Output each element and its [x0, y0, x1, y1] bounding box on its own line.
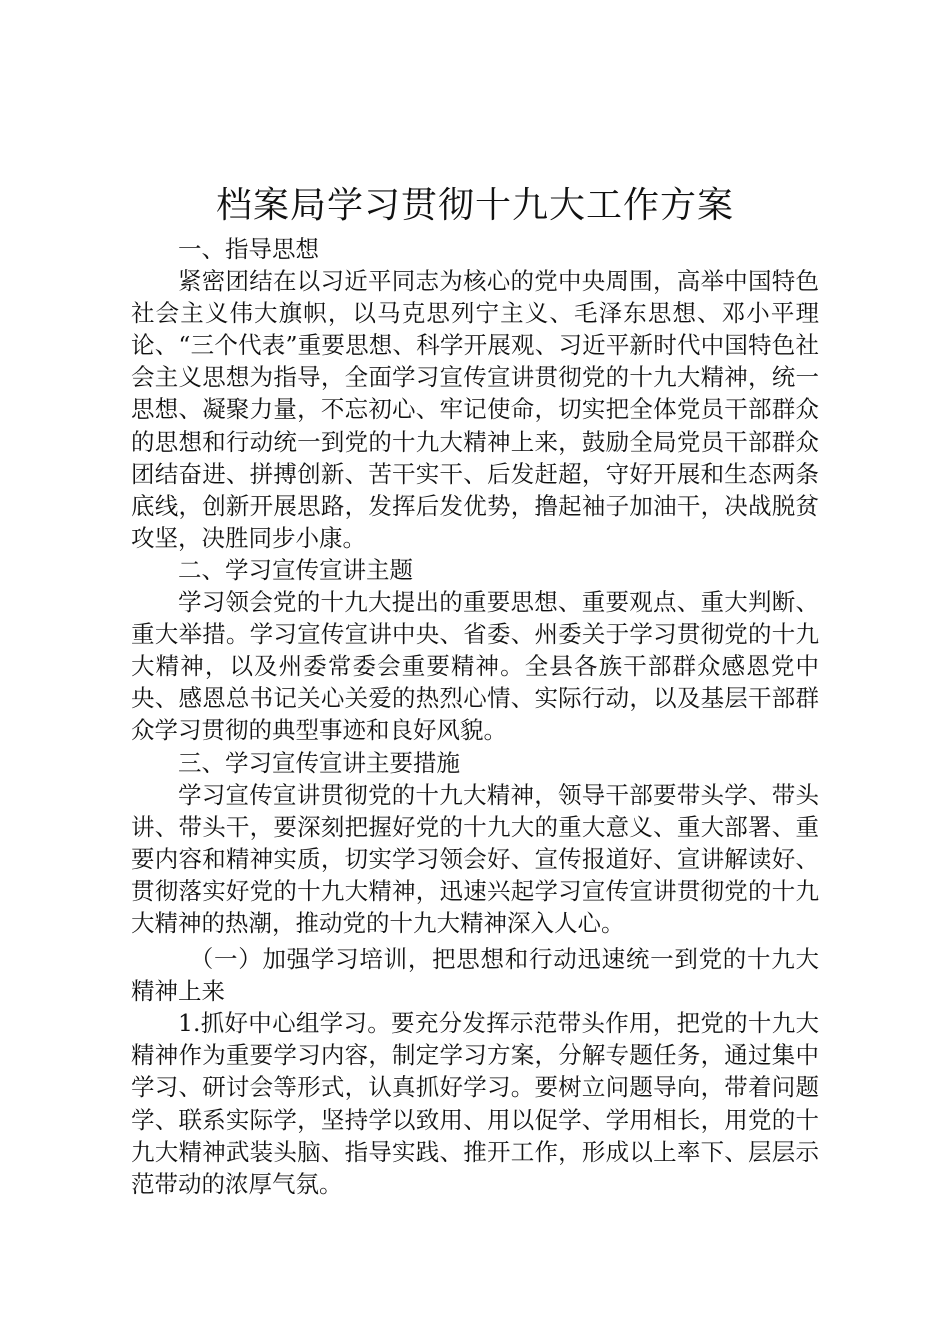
section-1-heading: 一、指导思想	[178, 235, 319, 263]
section-1-paragraph: 紧密团结在以习近平同志为核心的党中央周围，高举中国特色社会主义伟大旗帜，以马克思列宁主义、毛泽东思想、邓小平理论、“三个代表”重要思想、科学开展观、习近平新时代中国特色社会主义思想为指导，全面学习宣传宣讲贯彻党的十九大精神，统一思想、凝聚力量，不忘初心、牢记使命，切实把全体党员干部群众的思想和行动统一到党的十九大精神上来，鼓励全局党员干部群众团结奋进、拼搏创新、苦干实干、后发赶超，守好开展和生态两条底线，创新开展思路，发挥后发优势，撸起袖子加油干，决战脱贫攻坚，决胜同步小康。	[131, 267, 819, 552]
subsection-1-heading: （一）加强学习培训，把思想和行动迅速统一到党的十九大精神上来	[131, 945, 819, 1006]
section-3-paragraph: 学习宣传宣讲贯彻党的十九大精神，领导干部要带头学、带头讲、带头干，要深刻把握好党的十九大的重大意义、重大部署、重要内容和精神实质，切实学习领会好、宣传报道好、宣讲解读好、贯彻落实好党的十九大精神，迅速兴起学习宣传宣讲贯彻党的十九大精神的热潮，推动党的十九大精神深入人心。	[131, 780, 819, 937]
section-2-heading: 二、学习宣传宣讲主题	[178, 555, 413, 584]
document-title: 档案局学习贯彻十九大工作方案	[215, 185, 734, 226]
section-2-paragraph: 学习领会党的十九大提出的重要思想、重要观点、重大判断、重大举措。学习宣传宣讲中央、省委、州委关于学习贯彻党的十九大精神，以及州委常委会重要精神。全县各族干部群众感恩党中央、感恩总书记关心关爱的热烈心情、实际行动，以及基层干部群众学习贯彻的典型事迹和良好风貌。	[131, 588, 819, 745]
section-3-heading: 三、学习宣传宣讲主要措施	[178, 748, 460, 777]
subsection-1-item-1: 1.抓好中心组学习。要充分发挥示范带头作用，把党的十九大精神作为重要学习内容，制定学习方案，分解专题任务，通过集中学习、研讨会等形式，认真抓好学习。要树立问题导向，带着问题学、联系实际学，坚持学以致用、用以促学、学用相长，用党的十九大精神武装头脑、指导实践、推开工作，形成以上率下、层层示范带动的浓厚气氛。	[131, 1009, 819, 1198]
document-body	[131, 233, 819, 1200]
